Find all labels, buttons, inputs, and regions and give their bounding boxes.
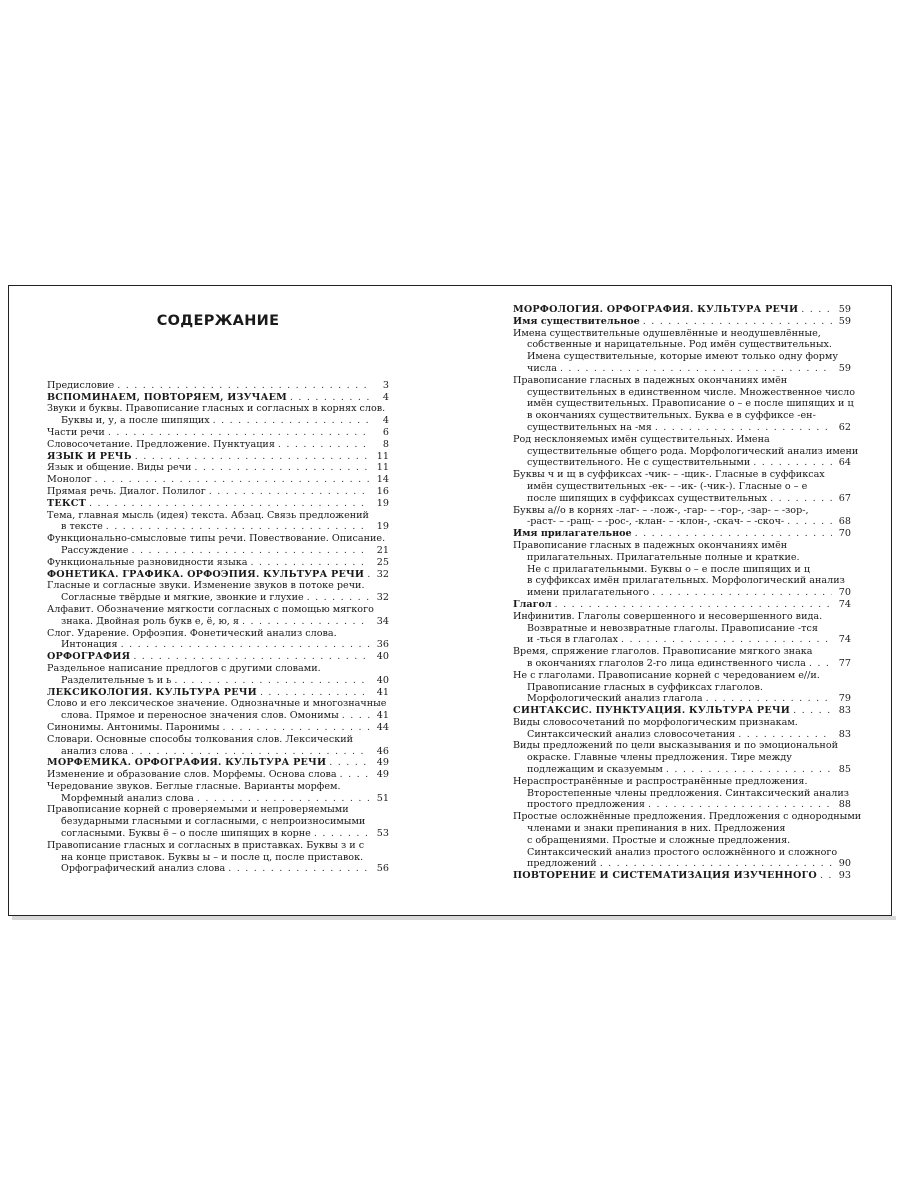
- leader-dots: [706, 693, 832, 705]
- leader-dots: [648, 799, 832, 811]
- toc-entry-text: на конце приставок. Буквы ы – и после ц, после приставок.: [61, 851, 364, 863]
- page-number: 85: [838, 764, 851, 776]
- toc-entry-text: Части речи: [47, 426, 105, 438]
- leader-dots: [367, 569, 370, 581]
- toc-entry: [47, 580, 389, 604]
- toc-entry-text: Нераспространённые и распространённые предложения.: [513, 775, 808, 787]
- leader-dots: [652, 587, 832, 599]
- leader-dots: [655, 422, 832, 434]
- toc-entry: [513, 505, 851, 529]
- toc-entry: [47, 498, 389, 510]
- page-number: 46: [376, 745, 389, 757]
- leader-dots: [133, 651, 370, 663]
- page-number: 11: [376, 450, 389, 462]
- toc-entry: [47, 380, 389, 392]
- toc-entry-text: ФОНЕТИКА. ГРАФИКА. ОРФОЭПИЯ. КУЛЬТУРА РЕЧИ: [47, 568, 365, 580]
- leader-dots: [213, 415, 370, 427]
- leader-dots: [342, 710, 370, 722]
- toc-entry: [47, 604, 389, 628]
- page-number: 21: [376, 544, 389, 556]
- toc-entry-text: Правописание корней с проверяемыми и непроверяемыми: [47, 804, 349, 816]
- toc-entry-text: существительных на -мя: [527, 421, 652, 433]
- leader-dots: [555, 599, 832, 611]
- toc-entry: [47, 769, 389, 781]
- toc-entry: [513, 776, 851, 811]
- toc-entry: [47, 781, 389, 805]
- book-spread: [8, 285, 892, 916]
- leader-dots: [643, 316, 832, 328]
- toc-entry: [47, 486, 389, 498]
- toc-entry-text: Прямая речь. Диалог. Полилог: [47, 485, 206, 497]
- toc-entry-text: безударными гласными и согласными, с непроизносимыми: [61, 816, 366, 828]
- toc-entry: [513, 870, 851, 882]
- toc-entry-text: Рассуждение: [61, 544, 129, 556]
- toc-entry-text: имён существительных. Правописание о – е после шипящих и ц: [527, 398, 854, 410]
- page-number: 40: [376, 674, 389, 686]
- toc-entry-text: Предисловие: [47, 379, 115, 391]
- toc-entry-text: имени прилагательного: [527, 587, 650, 599]
- leader-dots: [621, 634, 832, 646]
- toc-entry-text: предложений: [527, 858, 597, 870]
- toc-entry: [513, 528, 851, 540]
- toc-entry: [47, 427, 389, 439]
- toc-entry-text: существительные общего рода. Морфологический анализ имени: [527, 445, 859, 457]
- page-number: 93: [838, 870, 851, 882]
- toc-entry: [47, 510, 389, 534]
- toc-entry: [47, 663, 389, 687]
- toc-entry-text: Возвратные и невозвратные глаголы. Правописание -тся: [527, 622, 818, 634]
- page-number: 11: [376, 462, 389, 474]
- leader-dots: [131, 746, 370, 758]
- toc-entry: [513, 304, 851, 316]
- toc-entry-text: Синтаксический анализ простого осложнённого и сложного: [527, 846, 838, 858]
- toc-entry-text: прилагательных. Прилагательные полные и краткие.: [527, 551, 800, 563]
- toc-entry-text: Правописание гласных в падежных окончаниях имён: [513, 374, 788, 386]
- toc-entry: [47, 687, 389, 699]
- toc-entry-text: Правописание гласных в суффиксах глаголов.: [527, 681, 763, 693]
- toc-entry: [47, 451, 389, 463]
- toc-entry: [513, 328, 851, 375]
- leader-dots: [600, 858, 832, 870]
- page-number: 56: [376, 863, 389, 875]
- page-number: 59: [838, 362, 851, 374]
- page-number: 32: [376, 592, 389, 604]
- toc-entry-text: Время, спряжение глаголов. Правописание мягкого знака: [513, 646, 813, 658]
- leader-dots: [635, 528, 832, 540]
- toc-entry: [513, 599, 851, 611]
- toc-entry-text: Орфографический анализ слова: [61, 863, 226, 875]
- toc-entry-text: Простые осложнённые предложения. Предложения с однородными: [513, 811, 862, 823]
- toc-entry-text: Словосочетание. Предложение. Пунктуация: [47, 438, 275, 450]
- leader-dots: [250, 557, 370, 569]
- page-number: 59: [838, 315, 851, 327]
- leader-dots: [209, 486, 370, 498]
- toc-entry-text: Синонимы. Антонимы. Паронимы: [47, 721, 220, 733]
- page-number: 16: [376, 485, 389, 497]
- toc-entry-text: подлежащим и сказуемым: [527, 764, 663, 776]
- page-shadow: [12, 916, 896, 920]
- toc-entry-text: в суффиксах имён прилагательных. Морфологический анализ: [527, 575, 845, 587]
- leader-dots: [117, 380, 370, 392]
- page-number: 4: [382, 415, 389, 427]
- page-number: 3: [382, 379, 389, 391]
- toc-entry-text: Имена существительные, которые имеют только одну форму: [527, 351, 839, 363]
- leader-dots: [223, 722, 370, 734]
- toc-entry: [513, 540, 851, 599]
- toc-entry-text: существительных в единственном числе. Множественное число: [527, 386, 856, 398]
- toc-entry: [47, 533, 389, 557]
- page-number: 79: [838, 693, 851, 705]
- toc-entry: [513, 717, 851, 741]
- toc-entry-text: числа: [527, 362, 557, 374]
- leader-dots: [809, 658, 832, 670]
- leader-dots: [194, 462, 370, 474]
- toc-entry-text: Функциональные разновидности языка: [47, 556, 248, 568]
- toc-entry: [513, 433, 859, 469]
- toc-entry-text: и -ться в глаголах: [527, 634, 619, 646]
- toc-entry-text: собственные и нарицательные. Род имён существительных.: [527, 339, 832, 351]
- toc-entry-text: Синтаксический анализ словосочетания: [527, 728, 736, 740]
- toc-entry-text: Буквы и, у, а после шипящих: [61, 415, 210, 427]
- page-number: 40: [376, 651, 389, 663]
- toc-entry-text: в тексте: [61, 521, 103, 533]
- leader-dots: [314, 828, 370, 840]
- toc-entry: [513, 646, 851, 670]
- page-number: 88: [838, 799, 851, 811]
- toc-entry-text: знака. Двойная роль букв е, ё, ю, я: [61, 615, 239, 627]
- leader-dots: [793, 705, 832, 717]
- toc-entry-text: слова. Прямое и переносное значения слов. Омонимы: [61, 710, 339, 722]
- toc-entry-text: Слог. Ударение. Орфоэпия. Фонетический анализ слова.: [47, 627, 337, 639]
- toc-entry-text: Алфавит. Обозначение мягкости согласных с помощью мягкого: [47, 603, 374, 615]
- toc-entry-text: Второстепенные члены предложения. Синтаксический анализ: [527, 787, 849, 799]
- toc-right-entries: [513, 304, 862, 882]
- page-number: 6: [382, 426, 389, 438]
- toc-entry-text: ЛЕКСИКОЛОГИЯ. КУЛЬТУРА РЕЧИ: [47, 686, 257, 698]
- page-number: 19: [376, 521, 389, 533]
- page-number: 25: [376, 556, 389, 568]
- page-number: 19: [376, 497, 389, 509]
- toc-entry-text: имён существительных -ек- – -ик- (-чик-). Гласные о – е: [527, 480, 808, 492]
- leader-dots: [89, 498, 370, 510]
- toc-entry: [47, 840, 389, 875]
- leader-dots: [770, 493, 832, 505]
- toc-entry-text: Монолог: [47, 474, 92, 486]
- toc-entry-text: простого предложения: [527, 799, 645, 811]
- toc-entry-text: после шипящих в суффиксах существительных: [527, 492, 768, 504]
- leader-dots: [820, 870, 832, 882]
- toc-entry-text: Разделительные ъ и ь: [61, 674, 172, 686]
- page-number: 8: [382, 438, 389, 450]
- toc-entry-text: в окончаниях существительных. Буква е в суффиксе -ен-: [527, 410, 816, 422]
- toc-entry-text: Правописание гласных в падежных окончаниях имён: [513, 539, 788, 551]
- page-number: 68: [838, 516, 851, 528]
- toc-entry-text: ВСПОМИНАЕМ, ПОВТОРЯЕМ, ИЗУЧАЕМ: [47, 391, 287, 403]
- toc-entry-text: ОРФОГРАФИЯ: [47, 651, 131, 663]
- toc-entry-text: Не с глаголами. Правописание корней с чередованием е//и.: [513, 669, 820, 681]
- toc-entry-text: Инфинитив. Глаголы совершенного и несовершенного вида.: [513, 610, 823, 622]
- leader-dots: [197, 793, 370, 805]
- toc-entry: [47, 722, 389, 734]
- page-number: 62: [838, 421, 851, 433]
- page-number: 41: [376, 686, 389, 698]
- page-number: 49: [376, 769, 389, 781]
- toc-entry-text: Словари. Основные способы толкования слов. Лексический: [47, 733, 354, 745]
- leader-dots: [228, 863, 370, 875]
- toc-entry: [47, 474, 389, 486]
- page-number: 83: [838, 728, 851, 740]
- toc-entry-text: Тема, главная мысль (идея) текста. Абзац. Связь предложений: [47, 509, 369, 521]
- page-number: 59: [838, 304, 851, 315]
- toc-entry-text: ТЕКСТ: [47, 497, 86, 509]
- toc-entry-text: Правописание гласных и согласных в приставках. Буквы з и с: [47, 839, 365, 851]
- toc-entry-text: Не с прилагательными. Буквы о – е после шипящих и ц: [527, 563, 810, 575]
- toc-entry: [47, 734, 389, 758]
- toc-entry-text: Функционально-смысловые типы речи. Повествование. Описание.: [47, 533, 386, 545]
- toc-entry-text: ЯЗЫК И РЕЧЬ: [47, 450, 132, 462]
- leader-dots: [135, 451, 370, 463]
- leader-dots: [329, 757, 370, 769]
- leader-dots: [340, 769, 370, 781]
- leader-dots: [174, 675, 370, 687]
- toc-entry-text: Имя прилагательное: [513, 528, 632, 540]
- leader-dots: [131, 545, 370, 557]
- toc-entry-text: Глагол: [513, 598, 552, 610]
- toc-entry: [47, 628, 389, 652]
- toc-entry: [47, 392, 389, 404]
- page-number: 74: [838, 598, 851, 610]
- toc-entry-text: окраске. Главные члены предложения. Тире между: [527, 752, 792, 764]
- leader-dots: [787, 516, 832, 528]
- toc-entry-text: членами и знаки препинания в них. Предложения: [527, 823, 786, 835]
- toc-entry-text: Звуки и буквы. Правописание гласных и согласных в корнях слов.: [47, 403, 386, 415]
- toc-entry-text: -раст- – -ращ- – -рос-, -клан- – -клон-, -скач- – -скоч-: [527, 516, 785, 528]
- leader-dots: [738, 729, 832, 741]
- leader-dots: [95, 474, 370, 486]
- toc-entry-text: Изменение и образование слов. Морфемы. Основа слова: [47, 769, 337, 781]
- toc-right-column: [513, 304, 862, 882]
- toc-entry: [47, 439, 389, 451]
- leader-dots: [801, 304, 832, 316]
- page-number: 41: [376, 710, 389, 722]
- toc-entry: [47, 804, 389, 839]
- page-number: 64: [838, 457, 851, 469]
- toc-entry: [513, 811, 862, 870]
- toc-entry: [513, 374, 856, 434]
- toc-entry-text: существительного. Не с существительными: [527, 457, 751, 469]
- page-number: 14: [376, 474, 389, 486]
- page-number: 90: [838, 858, 851, 870]
- toc-entry-text: ПОВТОРЕНИЕ И СИСТЕМАТИЗАЦИЯ ИЗУЧЕННОГО: [513, 870, 817, 882]
- leader-dots: [278, 439, 370, 451]
- toc-entry-text: Имя существительное: [513, 315, 640, 327]
- toc-entry-text: с обращениями. Простые и сложные предложения.: [527, 834, 791, 846]
- toc-entry: [47, 757, 389, 769]
- page-number: 51: [376, 792, 389, 804]
- toc-entry: [513, 469, 851, 504]
- page-number: 74: [838, 634, 851, 646]
- toc-entry: [47, 569, 389, 581]
- toc-entry-text: Буквы ч и щ в суффиксах -чик- – -щик-. Гласные в суффиксах: [513, 469, 825, 481]
- page-number: 36: [376, 639, 389, 651]
- page-number: 67: [838, 492, 851, 504]
- page-number: 70: [838, 528, 851, 540]
- toc-entry: [47, 462, 389, 474]
- page-number: 53: [376, 828, 389, 840]
- toc-entry-text: Виды словосочетаний по морфологическим признакам.: [513, 716, 798, 728]
- toc-entry: [513, 670, 851, 705]
- toc-entry-text: СИНТАКСИС. ПУНКТУАЦИЯ. КУЛЬТУРА РЕЧИ: [513, 705, 791, 717]
- toc-entry-text: анализ слова: [61, 745, 128, 757]
- toc-entry-text: Буквы а//о в корнях -лаг- – -лож-, -гар- – -гор-, -зар- – -зор-,: [513, 504, 809, 516]
- leader-dots: [307, 592, 370, 604]
- toc-entry: [513, 740, 851, 775]
- page-number: 4: [382, 391, 389, 403]
- leader-dots: [260, 687, 370, 699]
- toc-left-column: [47, 304, 389, 875]
- toc-left-entries: [47, 380, 389, 875]
- page-number: 44: [376, 721, 389, 733]
- toc-entry-text: Род несклоняемых имён существительных. Имена: [513, 433, 770, 445]
- toc-entry-text: Язык и общение. Виды речи: [47, 462, 192, 474]
- toc-entry-text: Гласные и согласные звуки. Изменение звуков в потоке речи.: [47, 580, 365, 592]
- page-title: СОДЕРЖАНИЕ: [156, 313, 280, 329]
- page-number: 83: [838, 705, 851, 717]
- toc-entry: [513, 705, 851, 717]
- toc-entry: [47, 403, 389, 427]
- toc-entry-text: МОРФОЛОГИЯ. ОРФОГРАФИЯ. КУЛЬТУРА РЕЧИ: [513, 304, 799, 315]
- toc-entry: [513, 316, 851, 328]
- toc-entry-text: Интонация: [61, 639, 118, 651]
- toc-entry: [513, 611, 851, 646]
- page-number: 32: [376, 568, 389, 580]
- toc-entry-text: согласными. Буквы ё – о после шипящих в корне: [61, 828, 311, 840]
- toc-entry-text: Имена существительные одушевлённые и неодушевлённые,: [513, 327, 821, 339]
- toc-entry: [47, 557, 389, 569]
- leader-dots: [666, 764, 832, 776]
- leader-dots: [242, 616, 370, 628]
- toc-entry-text: Морфологический анализ глагола: [527, 693, 703, 705]
- toc-entry-text: МОРФЕМИКА. ОРФОГРАФИЯ. КУЛЬТУРА РЕЧИ: [47, 757, 327, 769]
- toc-entry-text: Слово и его лексическое значение. Однозначные и многозначные: [47, 698, 387, 710]
- page-number: 49: [376, 757, 389, 769]
- toc-entry-text: Виды предложений по цели высказывания и по эмоциональной: [513, 740, 838, 752]
- leader-dots: [290, 392, 370, 404]
- toc-entry-text: Морфемный анализ слова: [61, 792, 194, 804]
- leader-dots: [106, 521, 370, 533]
- toc-entry-text: Чередование звуков. Беглые гласные. Варианты морфем.: [47, 780, 341, 792]
- toc-entry-text: в окончаниях глаголов 2-го лица единственного числа: [527, 657, 806, 669]
- page-number: 70: [838, 587, 851, 599]
- leader-dots: [753, 457, 832, 469]
- leader-dots: [108, 427, 370, 439]
- toc-entry-text: Раздельное написание предлогов с другими словами.: [47, 662, 321, 674]
- toc-entry: [47, 651, 389, 663]
- leader-dots: [121, 639, 370, 651]
- leader-dots: [560, 363, 832, 375]
- toc-entry: [47, 698, 389, 722]
- page-number: 77: [838, 657, 851, 669]
- toc-entry-text: Согласные твёрдые и мягкие, звонкие и глухие: [61, 592, 304, 604]
- page-number: 34: [376, 615, 389, 627]
